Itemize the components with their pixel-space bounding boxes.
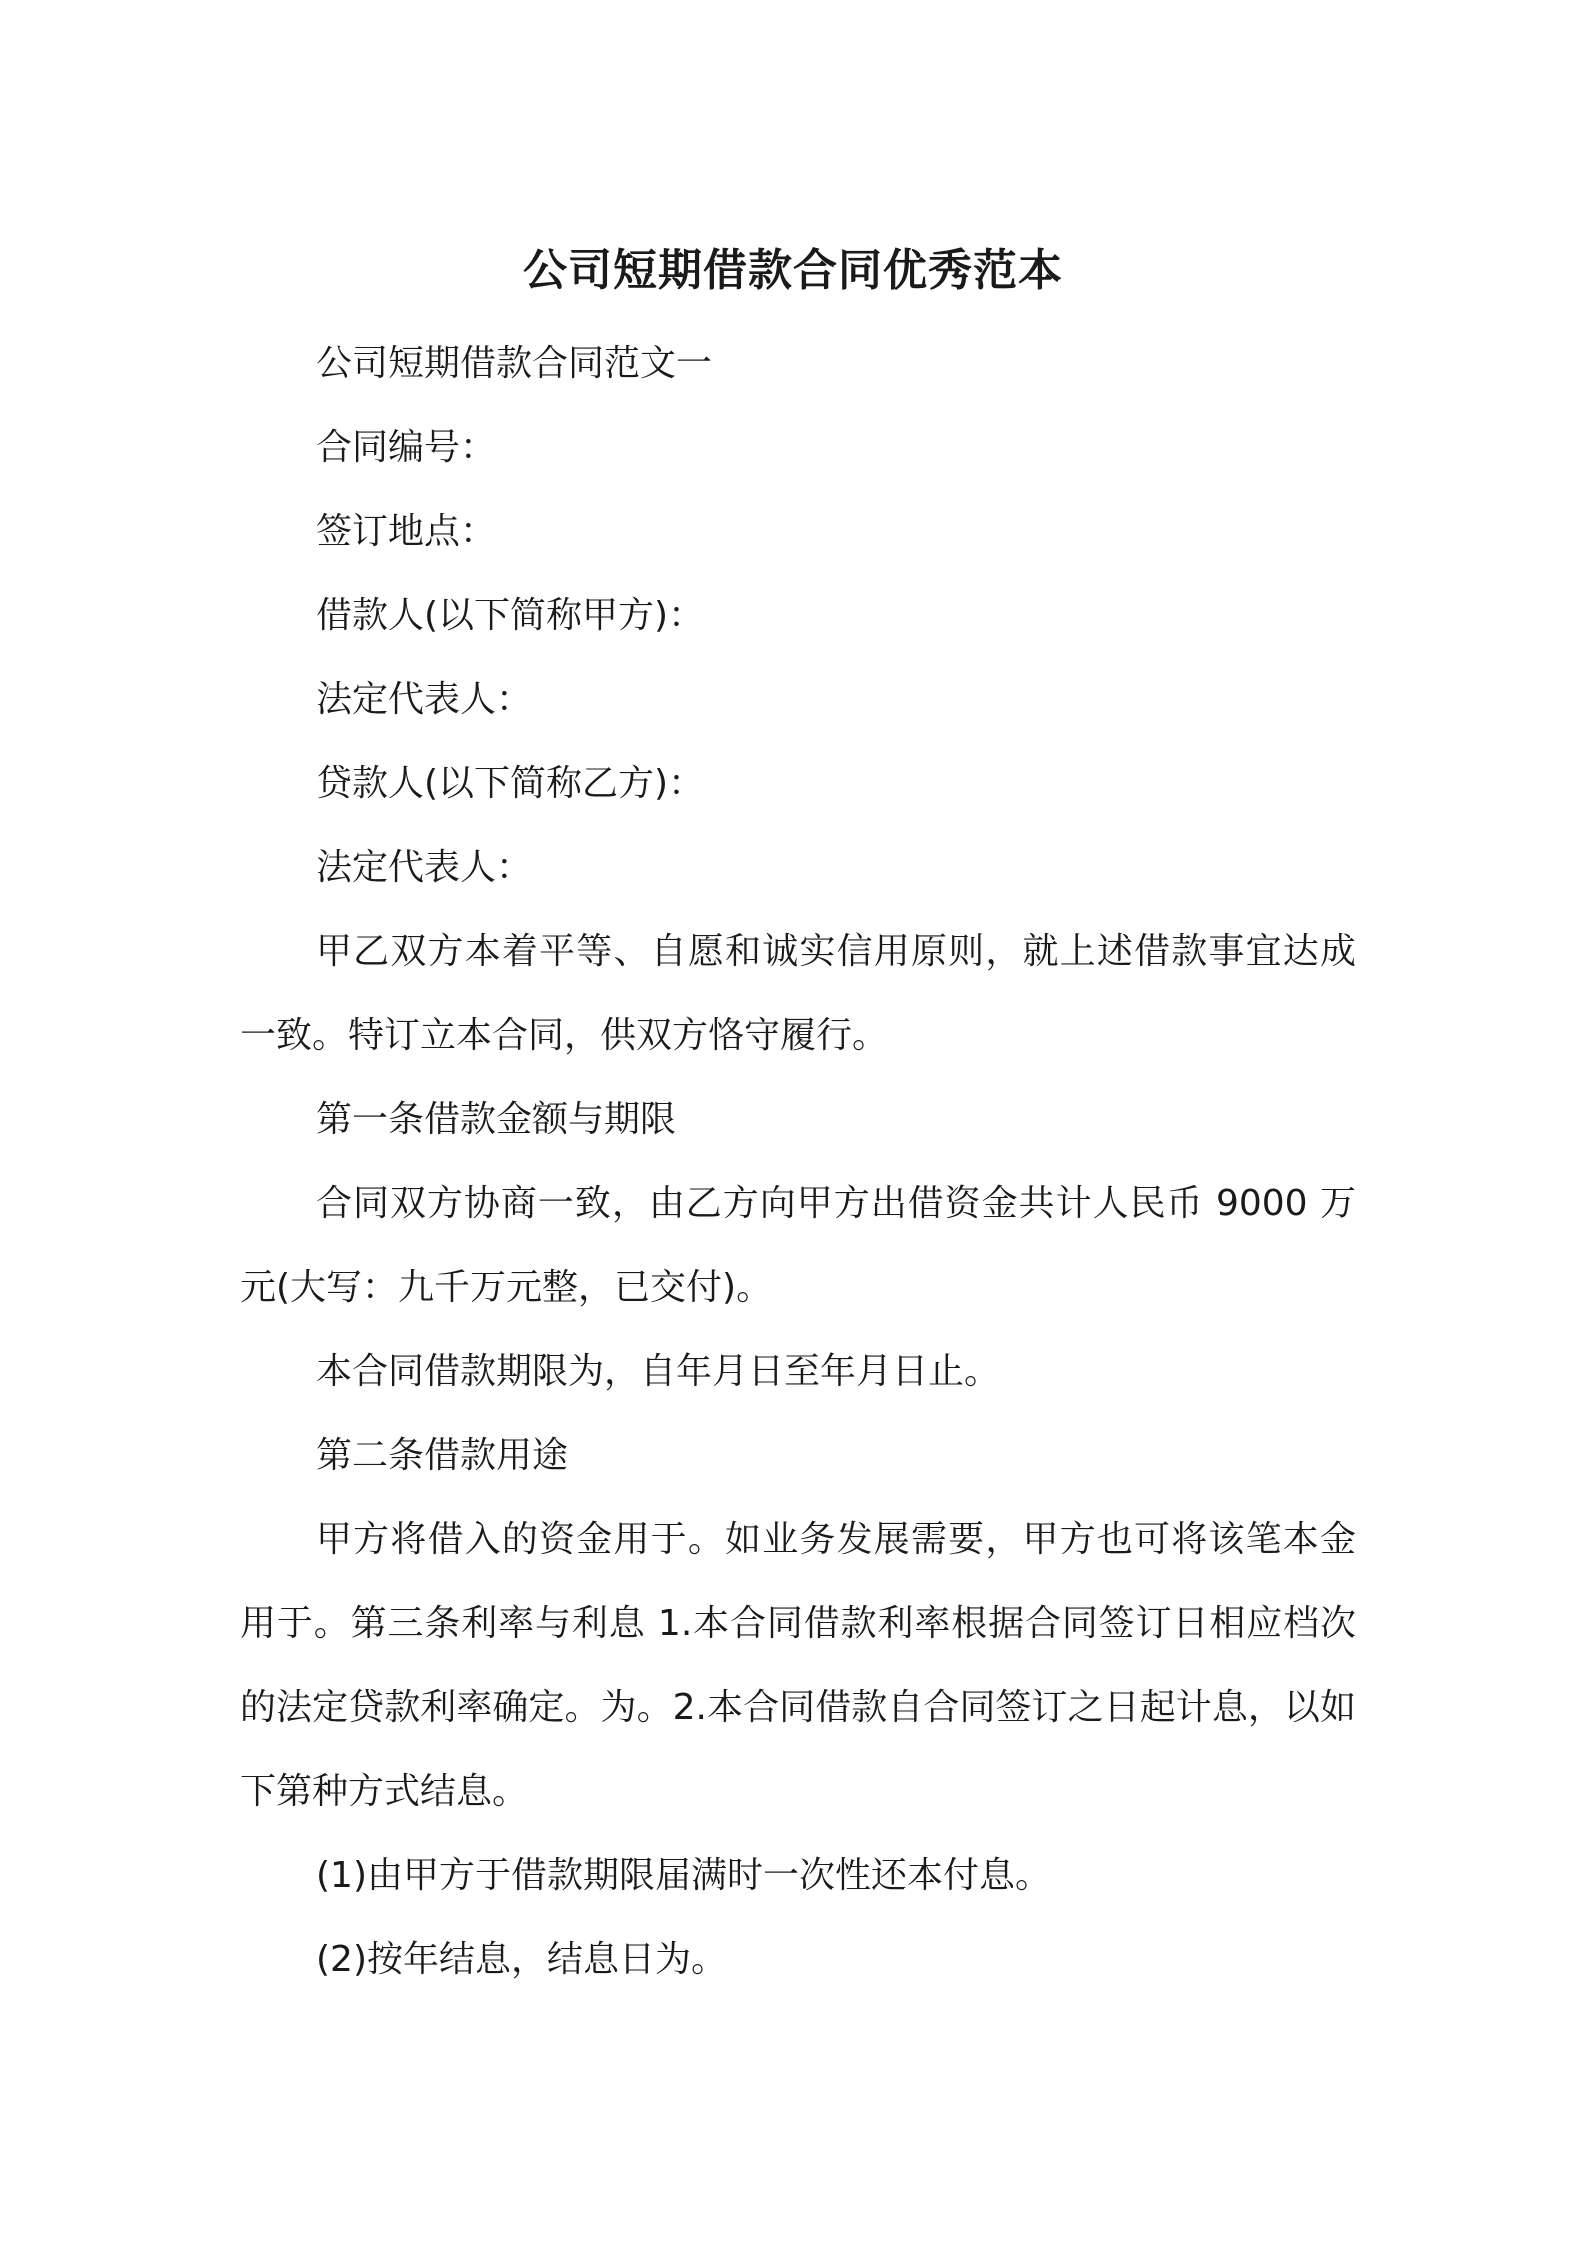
loan-purpose-paragraph: 甲方将借入的资金用于。如业务发展需要，甲方也可将该笔本金用于。第三条利率与利息 1.本合同借款利率根据合同签订日相应档次的法定贷款利率确定。为。2.本合同借款自合同签订之日起计息，以如下第种方式结息。 xyxy=(240,1519,1356,1812)
borrower-legal-rep-field: 法定代表人： xyxy=(316,679,533,720)
interest-option-2: (2)按年结息，结息日为。 xyxy=(316,1939,727,1980)
preamble-paragraph: 甲乙双方本着平等、自愿和诚实信用原则，就上述借款事宜达成一致。特订立本合同，供双方恪守履行。 xyxy=(240,931,1356,1056)
loan-amount-paragraph: 合同双方协商一致，由乙方向甲方出借资金共计人民币 9000 万元(大写：九千万元整，已交付)。 xyxy=(240,1183,1356,1308)
article-two-heading: 第二条借款用途 xyxy=(316,1435,569,1476)
document-title: 公司短期借款合同优秀范本 xyxy=(523,245,1063,297)
section-heading: 公司短期借款合同范文一 xyxy=(316,343,713,384)
interest-option-1: (1)由甲方于借款期限届满时一次性还本付息。 xyxy=(316,1855,1051,1896)
article-one-heading: 第一条借款金额与期限 xyxy=(316,1099,677,1140)
loan-term-paragraph: 本合同借款期限为，自年月日至年月日止。 xyxy=(316,1351,1001,1392)
contract-number-field: 合同编号： xyxy=(316,427,497,468)
document-body xyxy=(240,322,1356,2002)
lender-legal-rep-field: 法定代表人： xyxy=(316,847,533,888)
lender-field: 贷款人(以下简称乙方)： xyxy=(316,763,705,804)
signing-location-field: 签订地点： xyxy=(316,511,497,552)
borrower-field: 借款人(以下简称甲方)： xyxy=(316,595,705,636)
